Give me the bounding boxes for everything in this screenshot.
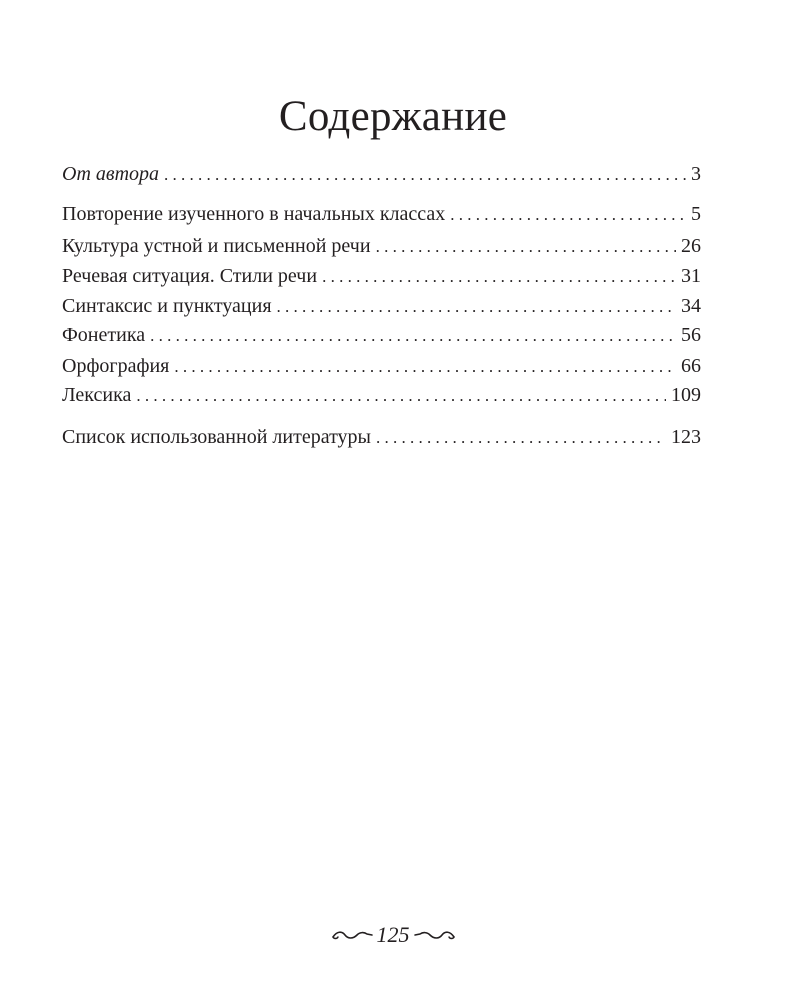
toc-entry-page: 66 (681, 355, 701, 377)
toc-entry-label: Лексика (62, 384, 132, 406)
dot-leader (376, 426, 666, 450)
dot-leader (164, 163, 686, 187)
flourish-left-icon (331, 928, 373, 942)
toc-entry-orthography[interactable] (62, 354, 701, 379)
toc-entry-page: 3 (691, 163, 701, 185)
toc-entry-speech-styles[interactable] (62, 264, 701, 289)
dot-leader (150, 324, 676, 348)
dot-leader (450, 203, 686, 227)
toc-entry-lexicon[interactable] (62, 383, 701, 408)
page-title: Содержание (278, 92, 508, 140)
dot-leader (136, 384, 666, 408)
page-number-footer (0, 924, 786, 946)
toc-entry-page: 123 (671, 426, 701, 448)
toc-entry-label: Культура устной и письменной речи (62, 235, 371, 257)
toc-entry-label: Фонетика (62, 324, 146, 346)
toc-entry-label: От автора (62, 163, 160, 185)
toc-entry-page: 34 (681, 295, 701, 317)
toc-entry-label: Речевая ситуация. Стили речи (62, 265, 318, 287)
toc-entry-label: Список использованной литературы (62, 426, 371, 448)
toc-entry-page: 31 (681, 265, 701, 287)
toc-entry-syntax[interactable] (62, 294, 701, 319)
toc-entry-review[interactable] (62, 202, 701, 227)
toc-entry-page: 56 (681, 324, 701, 346)
toc-entry-page: 5 (691, 203, 701, 225)
dot-leader (376, 235, 676, 259)
toc-entry-phonetics[interactable] (62, 323, 701, 348)
flourish-right-icon (414, 928, 456, 942)
toc-entry-from-author[interactable] (62, 162, 701, 187)
dot-leader (322, 265, 676, 289)
toc-entry-speech-culture[interactable] (62, 234, 701, 259)
toc-entry-label: Орфография (62, 355, 170, 377)
page-number: 125 (376, 922, 410, 947)
dot-leader (277, 295, 676, 319)
toc-entry-page: 26 (681, 235, 701, 257)
toc-entry-label: Синтаксис и пунктуация (62, 295, 272, 317)
toc-entry-page: 109 (671, 384, 701, 406)
toc-entry-references[interactable] (62, 425, 701, 450)
toc-entry-label: Повторение изученного в начальных классах (62, 203, 446, 225)
dot-leader (174, 355, 676, 379)
